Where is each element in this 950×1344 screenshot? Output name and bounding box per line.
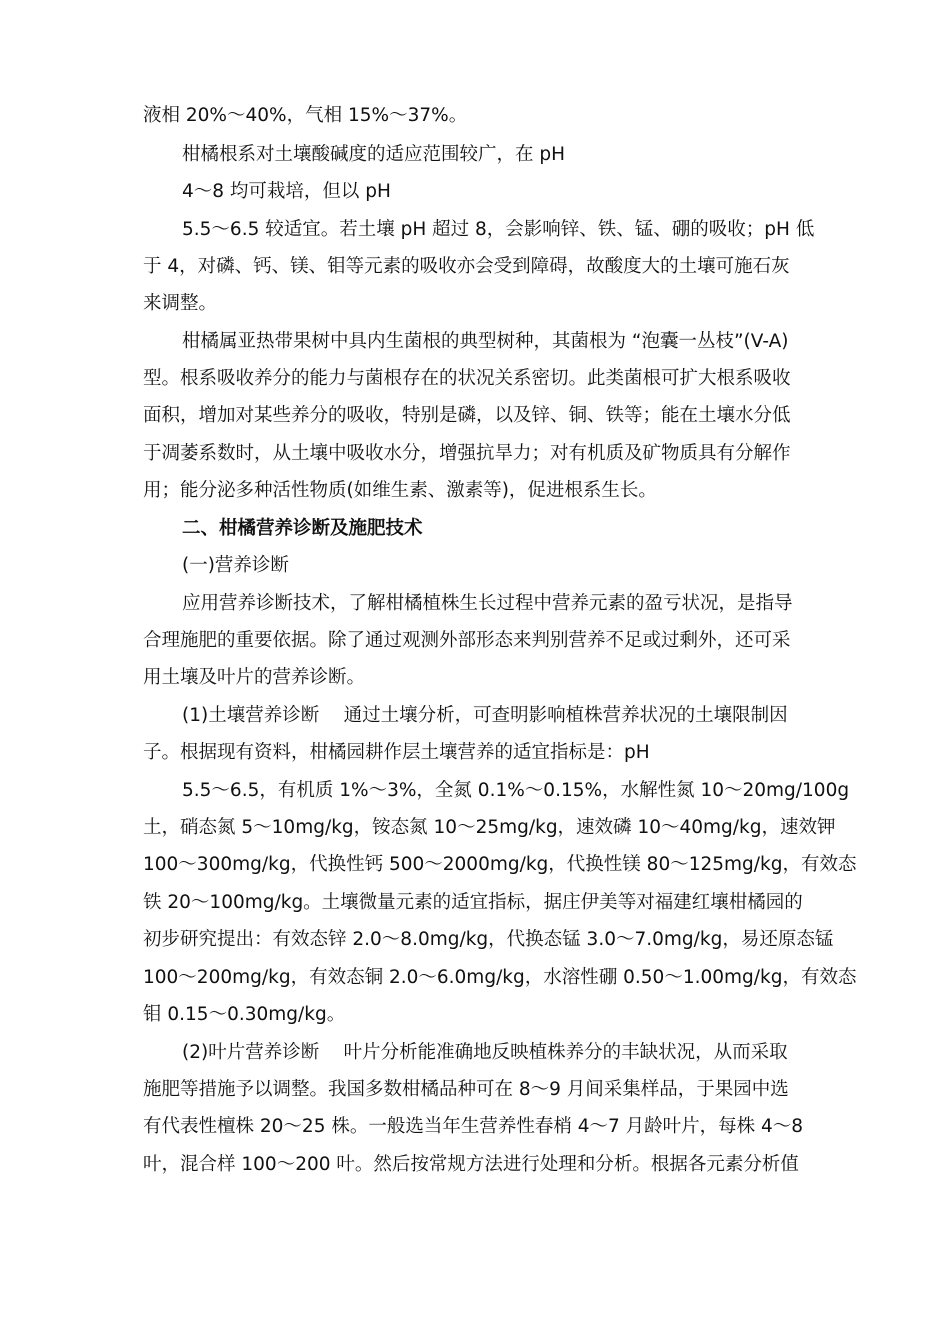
paragraph-line: 子。根据现有资料，柑橘园耕作层土壤营养的适宜指标是：pH xyxy=(143,742,650,763)
paragraph-line: 液相 20%～40%，气相 15%～37%。 xyxy=(143,105,468,126)
paragraph-line: 应用营养诊断技术，了解柑橘植株生长过程中营养元素的盈亏状况，是指导 xyxy=(182,593,793,614)
paragraph-line: 施肥等措施予以调整。我国多数柑橘品种可在 8～9 月间采集样品，于果园中选 xyxy=(143,1079,789,1100)
paragraph-line: (2)叶片营养诊断 叶片分析能准确地反映植株养分的丰缺状况，从而采取 xyxy=(182,1042,788,1063)
paragraph-line: 铁 20～100mg/kg。土壤微量元素的适宜指标，据庄伊美等对福建红壤柑橘园的 xyxy=(143,892,803,913)
paragraph-line: (1)土壤营养诊断 通过土壤分析，可查明影响植株营养状况的土壤限制因 xyxy=(182,705,788,726)
paragraph-line: 柑橘属亚热带果树中具内生菌根的典型树种，其菌根为 “泡囊一丛枝”(V-A) xyxy=(182,331,789,352)
paragraph-line: 钼 0.15～0.30mg/kg。 xyxy=(143,1004,346,1025)
paragraph-line: 土，硝态氮 5～10mg/kg，铵态氮 10～25mg/kg，速效磷 10～40mg/kg，速效钾 xyxy=(143,817,836,838)
paragraph-line: 于凋萎系数时，从土壤中吸收水分，增强抗旱力；对有机质及矿物质具有分解作 xyxy=(143,443,791,464)
paragraph-line: 用；能分泌多种活性物质(如维生素、激素等)，促进根系生长。 xyxy=(143,480,657,501)
paragraph-line: 5.5～6.5，有机质 1%～3%，全氮 0.1%～0.15%，水解性氮 10～20mg/100g xyxy=(182,780,850,801)
paragraph-line: 来调整。 xyxy=(143,293,218,314)
paragraph-line: 于 4，对磷、钙、镁、钼等元素的吸收亦会受到障碍，故酸度大的土壤可施石灰 xyxy=(143,256,790,277)
paragraph-line: 100～200mg/kg，有效态铜 2.0～6.0mg/kg，水溶性硼 0.50～1.00mg/kg，有效态 xyxy=(143,967,857,988)
paragraph-line: 叶，混合样 100～200 叶。然后按常规方法进行处理和分析。根据各元素分析值 xyxy=(143,1154,799,1175)
paragraph-line: 合理施肥的重要依据。除了通过观测外部形态来判别营养不足或过剩外，还可采 xyxy=(143,630,791,651)
paragraph-line: 面积，增加对某些养分的吸收，特别是磷，以及锌、铜、铁等；能在土壤水分低 xyxy=(143,405,791,426)
subsection-heading: (一)营养诊断 xyxy=(182,555,289,576)
paragraph-line: 5.5～6.5 较适宜。若土壤 pH 超过 8，会影响锌、铁、锰、硼的吸收；pH 低 xyxy=(182,219,815,240)
paragraph-line: 柑橘根系对土壤酸碱度的适应范围较广，在 pH xyxy=(182,144,566,165)
paragraph-line: 4～8 均可栽培，但以 pH xyxy=(182,181,391,202)
paragraph-line: 有代表性檀株 20～25 株。一般选当年生营养性春梢 4～7 月龄叶片，每株 4～8 xyxy=(143,1116,804,1137)
section-heading: 二、柑橘营养诊断及施肥技术 xyxy=(182,518,423,539)
paragraph-line: 型。根系吸收养分的能力与菌根存在的状况关系密切。此类菌根可扩大根系吸收 xyxy=(143,368,791,389)
paragraph-line: 初步研究提出：有效态锌 2.0～8.0mg/kg，代换态锰 3.0～7.0mg/kg，易还原态锰 xyxy=(143,929,834,950)
paragraph-line: 用土壤及叶片的营养诊断。 xyxy=(143,667,366,688)
paragraph-line: 100～300mg/kg，代换性钙 500～2000mg/kg，代换性镁 80～125mg/kg，有效态 xyxy=(143,854,857,875)
